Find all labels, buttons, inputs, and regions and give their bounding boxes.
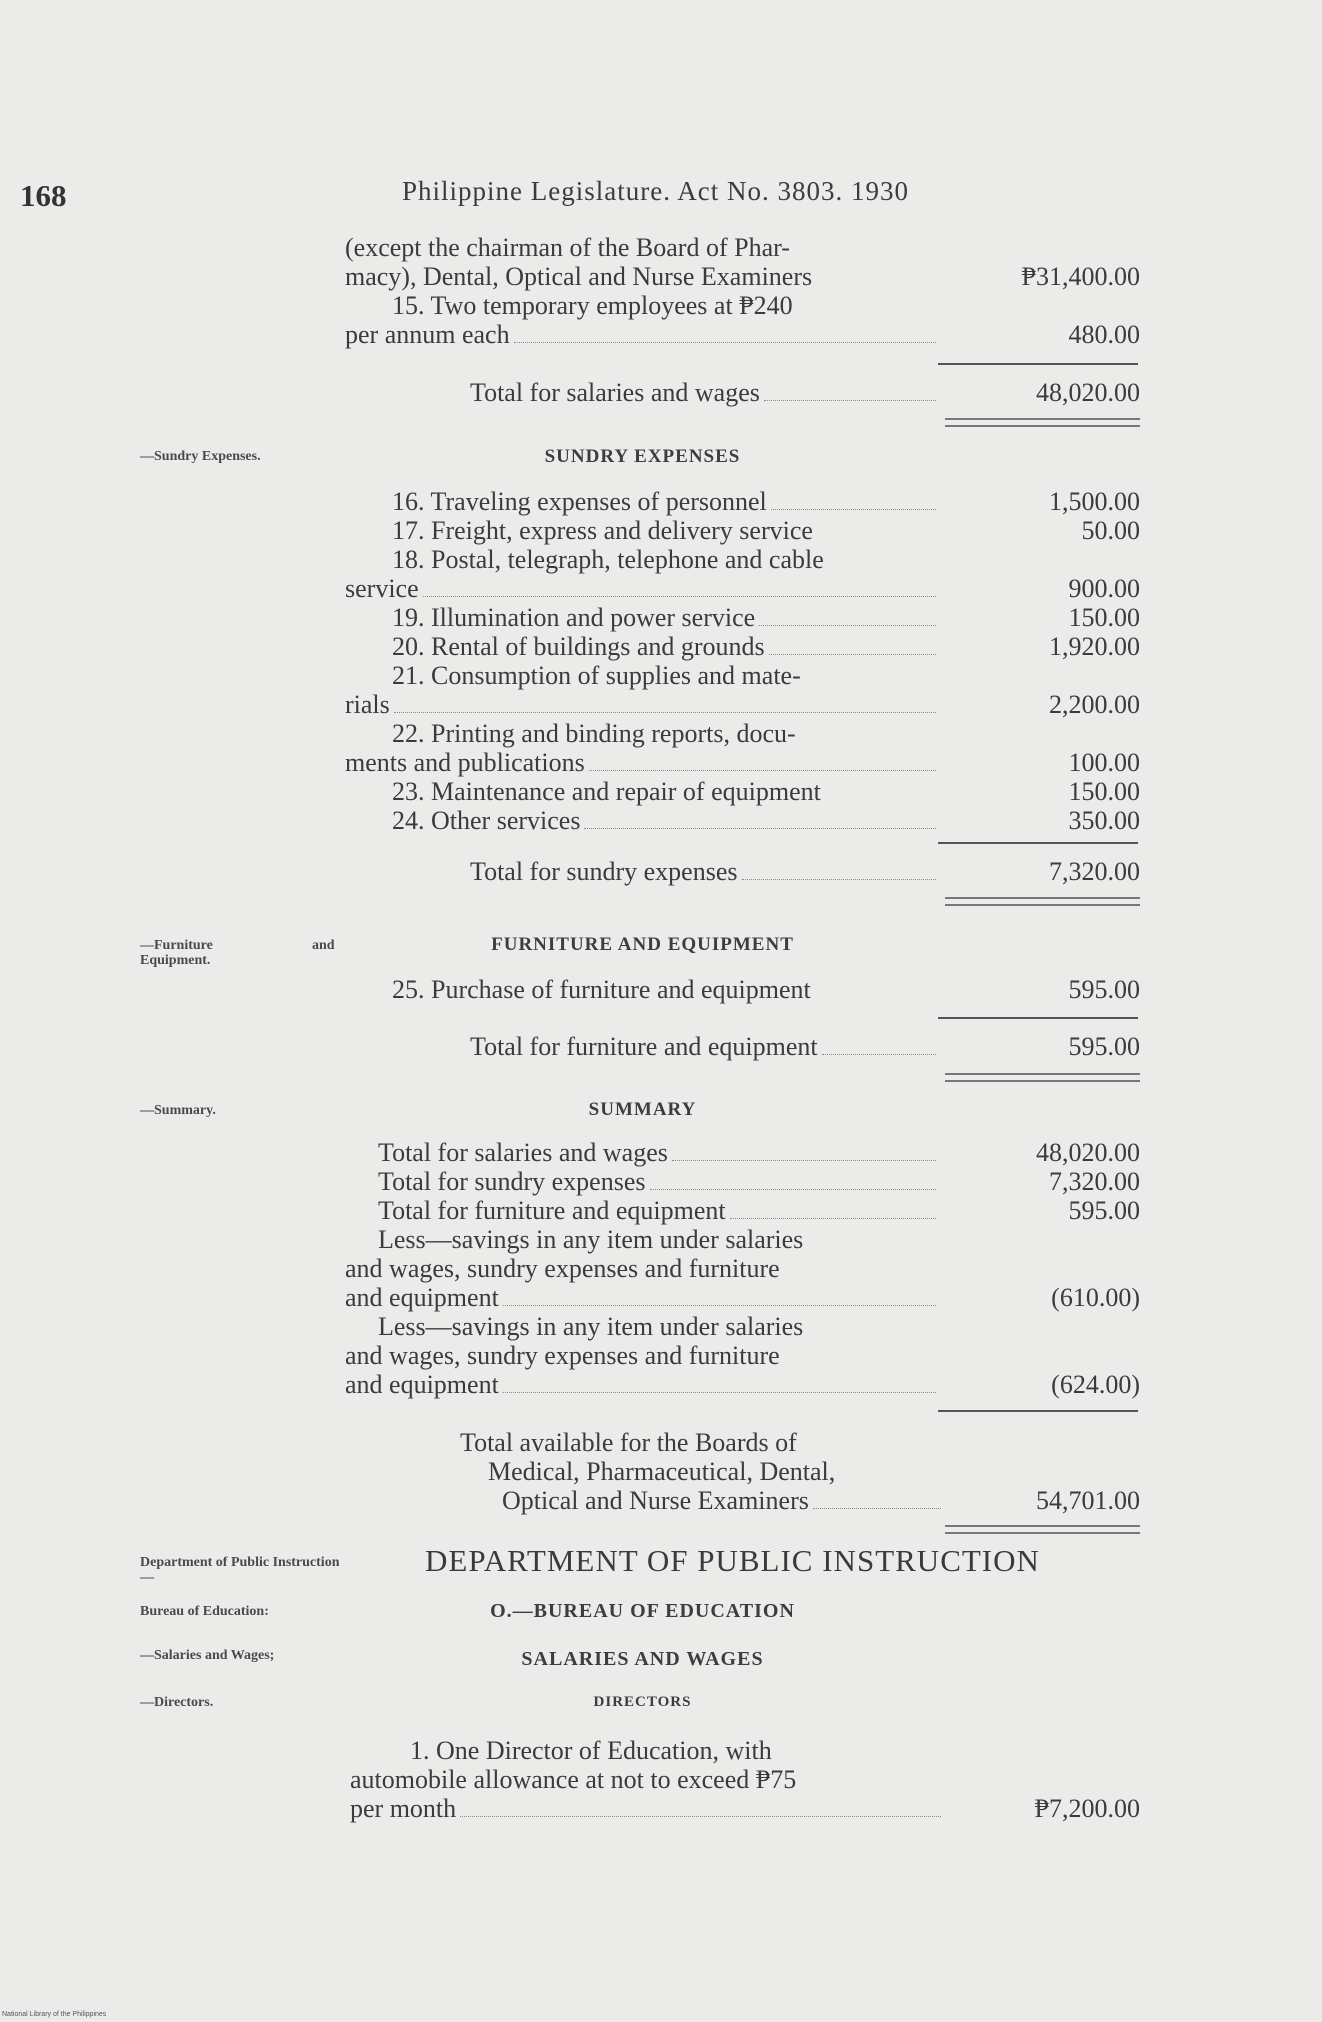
amount: 595.00 — [1068, 1196, 1140, 1225]
double-rule — [945, 1525, 1140, 1534]
less-line: and equipment — [345, 1370, 940, 1399]
salaries-heading: SALARIES AND WAGES — [521, 1648, 764, 1670]
amount: 150.00 — [1068, 603, 1140, 632]
grand-total-amount: 54,701.00 — [1036, 1486, 1140, 1515]
item-24: 24. Other services — [345, 806, 940, 835]
side-note-department: Department of Public Instruction— — [140, 1555, 340, 1585]
total-rule — [938, 842, 1138, 844]
item-17: 17. Freight, express and delivery service — [392, 516, 813, 545]
summary-line: Total for sundry expenses — [345, 1167, 940, 1196]
item-21-cont: rials — [345, 690, 940, 719]
amount: 150.00 — [1068, 777, 1140, 806]
total-amount: 48,020.00 — [1036, 378, 1140, 407]
page-number: 168 — [20, 178, 67, 213]
amount: ₱31,400.00 — [1021, 262, 1140, 291]
total-rule — [938, 1410, 1138, 1412]
less-line: and wages, sundry expenses and furniture — [345, 1254, 780, 1283]
item-25: 25. Purchase of furniture and equipment — [392, 975, 811, 1004]
less-line: Less—savings in any item under salaries — [378, 1225, 804, 1254]
item-18: 18. Postal, telegraph, telephone and cable — [392, 545, 824, 574]
side-note-summary: —Summary. — [140, 1103, 216, 1118]
carryover-line: macy), Dental, Optical and Nurse Examiners — [345, 262, 813, 291]
amount: (610.00) — [1051, 1283, 1140, 1312]
item-22-cont: ments and publications — [345, 748, 940, 777]
section-heading-sundry: SUNDRY EXPENSES — [544, 446, 741, 467]
carryover-line: (except the chairman of the Board of Phar- — [345, 233, 790, 262]
amount: 350.00 — [1068, 806, 1140, 835]
double-rule — [945, 418, 1140, 427]
amount: 48,020.00 — [1036, 1138, 1140, 1167]
item-22: 22. Printing and binding reports, docu- — [392, 719, 796, 748]
item-23: 23. Maintenance and repair of equipment — [392, 777, 821, 806]
director-item: 1. One Director of Education, with automobile allowance at not to exceed ₱75 per month — [350, 1736, 945, 1823]
total-rule — [938, 1017, 1138, 1019]
total-rule — [938, 363, 1138, 365]
less-line: and wages, sundry expenses and furniture — [345, 1341, 780, 1370]
amount: (624.00) — [1051, 1370, 1140, 1399]
amount: 1,500.00 — [1049, 487, 1140, 516]
total-line: Total for sundry expenses — [345, 857, 940, 886]
amount: 2,200.00 — [1049, 690, 1140, 719]
amount: 480.00 — [1068, 320, 1140, 349]
item-15: 15. Two temporary employees at ₱240 — [392, 291, 793, 320]
footer-credit: National Library of the Philippines — [2, 2011, 107, 2018]
sundry-items — [345, 487, 940, 835]
item-18-cont: service — [345, 574, 940, 603]
item-15-cont: per annum each — [345, 320, 940, 349]
item-16: 16. Traveling expenses of personnel — [345, 487, 940, 516]
side-note-bureau: Bureau of Education: — [140, 1604, 269, 1619]
total-line: Total for furniture and equipment — [345, 1032, 940, 1061]
carryover-text — [345, 233, 940, 349]
summary-line: Total for furniture and equipment — [345, 1196, 940, 1225]
less-line: Less—savings in any item under salaries — [378, 1312, 804, 1341]
side-note-sundry: —Sundry Expenses. — [140, 449, 261, 464]
item-20: 20. Rental of buildings and grounds — [345, 632, 940, 661]
double-rule — [945, 897, 1140, 906]
amount: 1,920.00 — [1049, 632, 1140, 661]
amount: 900.00 — [1068, 574, 1140, 603]
department-title: DEPARTMENT OF PUBLIC INSTRUCTION — [425, 1543, 1040, 1578]
bureau-heading: O.—BUREAU OF EDUCATION — [490, 1600, 795, 1622]
less-line: and equipment — [345, 1283, 940, 1312]
summary-line: Total for salaries and wages — [345, 1138, 940, 1167]
summary-lines — [345, 1138, 940, 1399]
side-note-furniture: —Furniture Equipment. — [140, 938, 213, 968]
amount: ₱7,200.00 — [1034, 1794, 1140, 1823]
amount: 100.00 — [1068, 748, 1140, 777]
total-amount: 7,320.00 — [1049, 857, 1140, 886]
side-note-salaries: —Salaries and Wages; — [140, 1648, 275, 1663]
side-note-and: and — [312, 938, 335, 953]
side-note-directors: —Directors. — [140, 1695, 214, 1710]
section-heading-furniture: FURNITURE AND EQUIPMENT — [491, 934, 794, 955]
amount: 7,320.00 — [1049, 1167, 1140, 1196]
item-21: 21. Consumption of supplies and mate- — [392, 661, 801, 690]
item-19: 19. Illumination and power service — [345, 603, 940, 632]
double-rule — [945, 1073, 1140, 1082]
section-heading-summary: SUMMARY — [588, 1099, 697, 1120]
total-line: Total for salaries and wages — [345, 378, 940, 407]
running-head: Philippine Legislature. Act No. 3803. 1930 — [402, 176, 909, 206]
amount: 595.00 — [1068, 975, 1140, 1004]
total-amount: 595.00 — [1068, 1032, 1140, 1061]
directors-heading: DIRECTORS — [593, 1694, 692, 1710]
grand-total-label: Total available for the Boards of Medical, Pharmaceutical, Dental, Optical and Nurse Examiners — [460, 1428, 945, 1515]
amount: 50.00 — [1081, 516, 1140, 545]
